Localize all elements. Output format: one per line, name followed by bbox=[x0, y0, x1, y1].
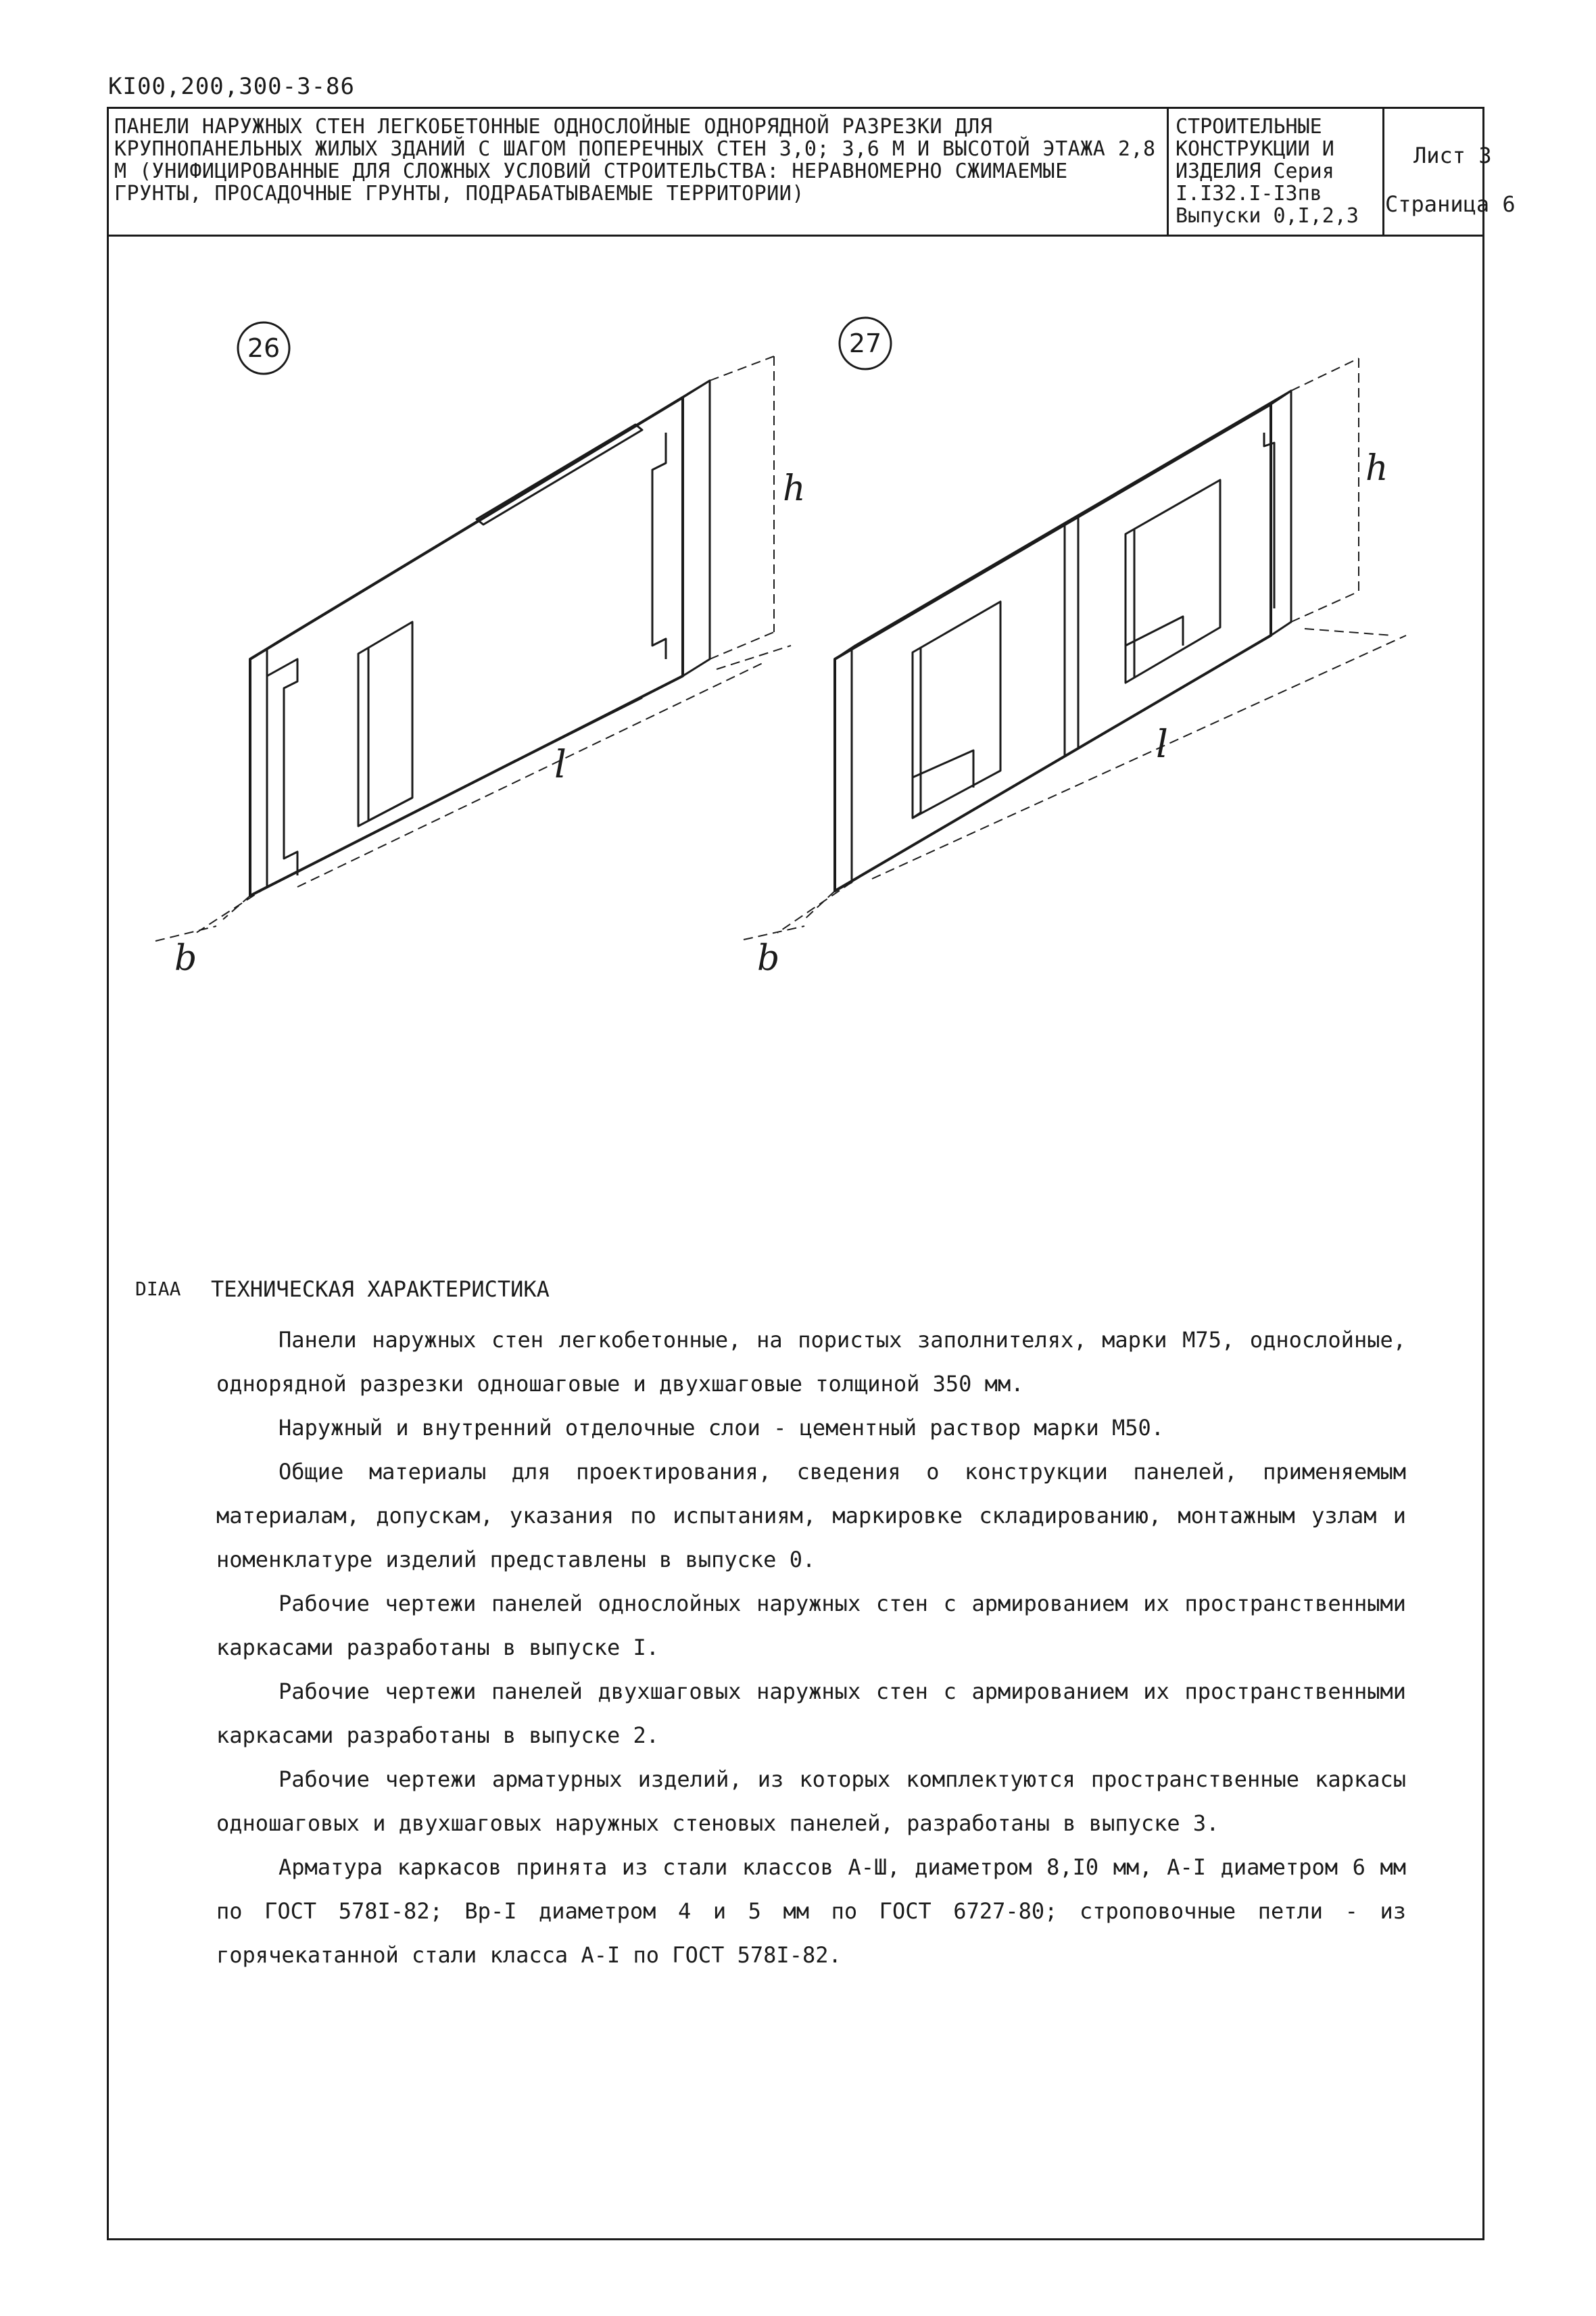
dim-l-label: l bbox=[1156, 723, 1168, 767]
panel-26-drawing bbox=[155, 322, 806, 979]
dim-h-label: h bbox=[1365, 448, 1388, 489]
section-title: ТЕХНИЧЕСКАЯ ХАРАКТЕРИСТИКА bbox=[211, 1276, 550, 1302]
paragraph: Рабочие чертежи арматурных изделий, из которых комплектуются пространственные каркасы одношаговых и двухшаговых наружных стеновых панелей, разработаны в выпуске 3. bbox=[216, 1766, 1406, 1836]
paragraph: Панели наружных стен легкобетонные, на пористых заполнителях, марки М75, однослойные, однорядной разрезки одношаговые и двухшаговые толщиной 350 мм. bbox=[216, 1327, 1406, 1397]
series-line: КОНСТРУКЦИИ И bbox=[1176, 137, 1334, 161]
document-code: КI00,200,300-3-86 bbox=[108, 73, 355, 100]
technical-description bbox=[216, 1318, 1406, 1977]
document-title: ПАНЕЛИ НАРУЖНЫХ СТЕН ЛЕГКОБЕТОННЫЕ ОДНОСЛОЙНЫЕ ОДНОРЯДНОЙ РАЗРЕЗКИ ДЛЯ КРУПНОПАНЕЛЬНЫХ ЖИЛЫХ ЗДАНИЙ С ШАГОМ ПОПЕРЕЧНЫХ СТЕН 3,0; 3,6 М И ВЫСОТОЙ ЭТАЖА 2,8 М (УНИФИЦИРОВАННЫЕ ДЛЯ СЛОЖНЫХ УСЛОВИЙ СТРОИТЕЛЬСТВА: НЕРАВНОМЕРНО СЖИМАЕМЫЕ ГРУНТЫ, ПРОСАДОЧНЫЕ ГРУНТЫ, ПОДРАБАТЫВАЕМЫЕ ТЕРРИТОРИИ) bbox=[114, 115, 1156, 206]
panel-27-number: 27 bbox=[848, 329, 882, 358]
dim-b-label: b bbox=[174, 938, 197, 979]
sheet-number: Лист 3 bbox=[1413, 143, 1492, 168]
panel-26-number: 26 bbox=[247, 333, 281, 363]
panel-drawings bbox=[0, 0, 1596, 1082]
paragraph: Арматура каркасов принята из стали классов А-Ш, диаметром 8,I0 мм, А-I диаметром 6 мм по ГОСТ 578I-82; Вр-I диаметром 4 и 5 мм по ГОСТ 6727-80; строповочные петли - из горячекатанной стали класса А-I по ГОСТ 578I-82. bbox=[216, 1854, 1406, 1968]
series-line: СТРОИТЕЛЬНЫЕ bbox=[1176, 115, 1322, 139]
dim-h-label: h bbox=[783, 468, 806, 509]
paragraph: Наружный и внутренний отделочные слои - цементный раствор марки М50. bbox=[279, 1415, 1165, 1441]
paragraph: Общие материалы для проектирования, сведения о конструкции панелей, применяемым материалам, допускам, указания по испытаниям, маркировке складированию, монтажным узлам и номенклатуре изделий представлены в выпуске 0. bbox=[216, 1459, 1406, 1572]
series-line: ИЗДЕЛИЯ Серия bbox=[1176, 160, 1334, 183]
series-line: I.I32.I-I3пв bbox=[1176, 182, 1322, 206]
dim-b-label: b bbox=[757, 938, 780, 979]
paragraph: Рабочие чертежи панелей двухшаговых наружных стен с армированием их пространственными каркасами разработаны в выпуске 2. bbox=[216, 1679, 1406, 1748]
paragraph: Рабочие чертежи панелей однослойных наружных стен с армированием их пространственными каркасами разработаны в выпуске I. bbox=[216, 1591, 1406, 1660]
section-code: DIAA bbox=[135, 1278, 181, 1300]
dim-l-label: l bbox=[554, 743, 566, 787]
page-number: Страница 6 bbox=[1385, 191, 1516, 217]
series-line: Выпуски 0,I,2,3 bbox=[1176, 204, 1359, 228]
panel-27-drawing bbox=[744, 318, 1406, 979]
